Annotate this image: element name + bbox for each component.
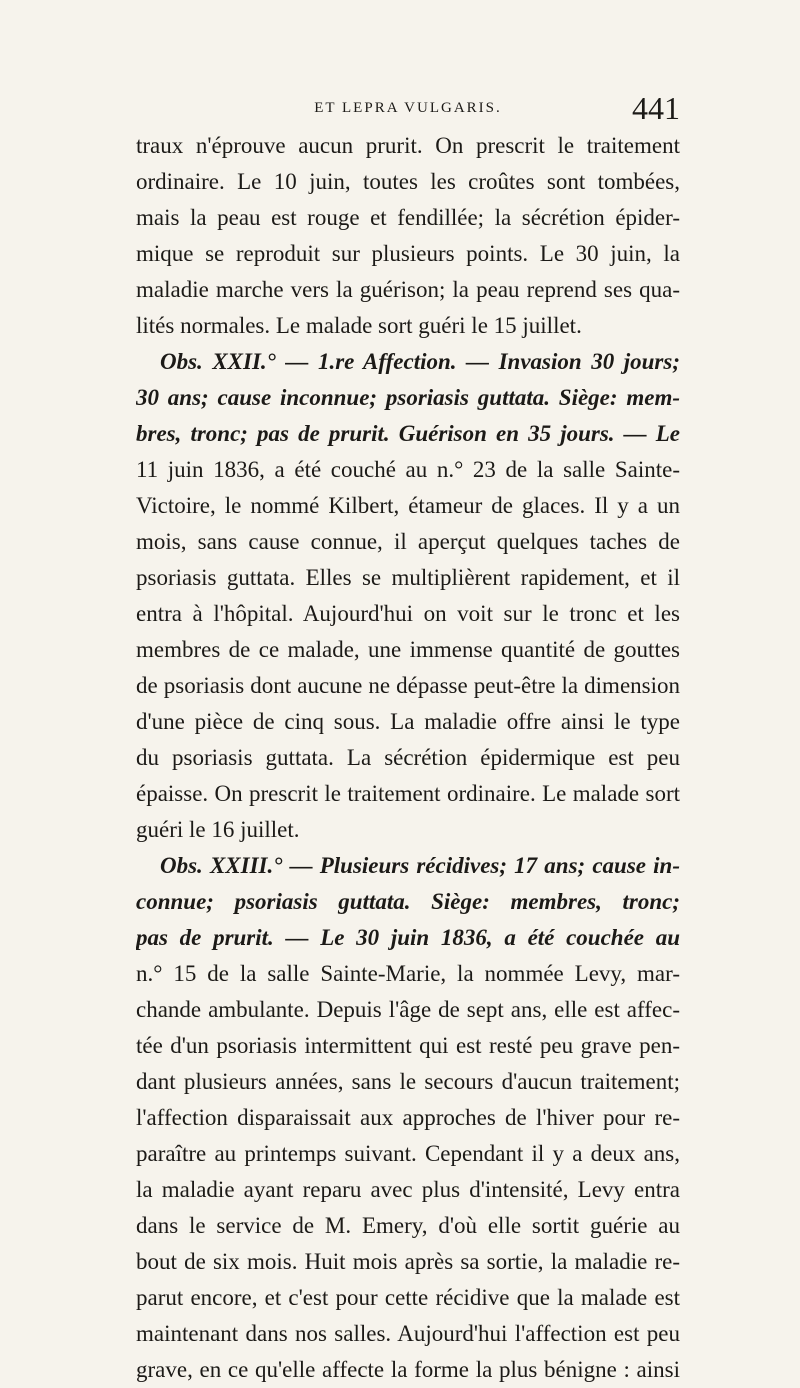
text-line: maladie marche vers la guérison; la peau reprend ses qua- bbox=[136, 277, 680, 302]
text-line: paraître au printemps suivant. Cependant il y a deux ans, bbox=[136, 1141, 680, 1166]
text-line: ordinaire. Le 10 juin, toutes les croûtes sont tombées, bbox=[136, 169, 680, 194]
observation-heading: bres, tronc; pas de prurit. Guérison en 35 jours. — Le bbox=[136, 421, 680, 446]
text-line: parut encore, et c'est pour cette récidive que la malade est bbox=[136, 1285, 680, 1310]
text-line: mois, sans cause connue, il aperçut quelques taches de bbox=[136, 529, 680, 554]
text-line: lités normales. Le malade sort guéri le 15 juillet. bbox=[136, 313, 582, 338]
observation-heading: Obs. XXII.° — 1.re Affection. — Invasion 30 jours; bbox=[160, 349, 680, 374]
text-line: traux n'éprouve aucun prurit. On prescrit le traitement bbox=[136, 133, 680, 158]
page-header bbox=[136, 90, 680, 126]
text-line: guéri le 16 juillet. bbox=[136, 817, 300, 842]
text-line: maintenant dans nos salles. Aujourd'hui l'affection est peu bbox=[136, 1321, 680, 1346]
text-line: chande ambulante. Depuis l'âge de sept ans, elle est affec- bbox=[136, 997, 680, 1022]
text-line: d'une pièce de cinq sous. La maladie offre ainsi le type bbox=[136, 709, 680, 734]
text-line: dant plusieurs années, sans le secours d'aucun traitement; bbox=[136, 1069, 680, 1094]
text-line: bout de six mois. Huit mois après sa sortie, la maladie re- bbox=[136, 1249, 680, 1274]
text-line: épaisse. On prescrit le traitement ordinaire. Le malade sort bbox=[136, 781, 680, 806]
observation-heading: connue; psoriasis guttata. Siège: membres, tronc; bbox=[136, 889, 680, 914]
text-line: mique se reproduit sur plusieurs points. Le 30 juin, la bbox=[136, 241, 680, 266]
page-body bbox=[136, 128, 680, 1388]
text-line: l'affection disparaissait aux approches de l'hiver pour re- bbox=[136, 1105, 680, 1130]
text-line: mais la peau est rouge et fendillée; la sécrétion épider- bbox=[136, 205, 680, 230]
text-line: grave, en ce qu'elle affecte la forme la plus bénigne : ainsi bbox=[136, 1357, 680, 1382]
text-line: dans le service de M. Emery, d'où elle sortit guérie au bbox=[136, 1213, 680, 1238]
text-line: tée d'un psoriasis intermittent qui est resté peu grave pen- bbox=[136, 1033, 680, 1058]
text-line: n.° 15 de la salle Sainte-Marie, la nommée Levy, mar- bbox=[136, 961, 680, 986]
text-line: 11 juin 1836, a été couché au n.° 23 de la salle Sainte- bbox=[136, 457, 680, 482]
running-head: ET LEPRA VULGARIS. bbox=[314, 100, 502, 116]
text-line: membres de ce malade, une immense quantité de gouttes bbox=[136, 637, 680, 662]
text-line: la maladie ayant reparu avec plus d'intensité, Levy entra bbox=[136, 1177, 680, 1202]
text-line: de psoriasis dont aucune ne dépasse peut-être la dimension bbox=[136, 673, 680, 698]
observation-heading: 30 ans; cause inconnue; psoriasis guttata. Siège: mem- bbox=[136, 385, 680, 410]
text-line: psoriasis guttata. Elles se multiplièrent rapidement, et il bbox=[136, 565, 680, 590]
observation-heading: Obs. XXIII.° — Plusieurs récidives; 17 ans; cause in- bbox=[160, 853, 680, 878]
page-number: 441 bbox=[632, 90, 680, 126]
observation-heading: pas de prurit. — Le 30 juin 1836, a été couchée au bbox=[136, 925, 680, 950]
text-line: du psoriasis guttata. La sécrétion épidermique est peu bbox=[136, 745, 680, 770]
text-line: Victoire, le nommé Kilbert, étameur de glaces. Il y a un bbox=[136, 493, 680, 518]
text-line: entra à l'hôpital. Aujourd'hui on voit sur le tronc et les bbox=[136, 601, 680, 626]
